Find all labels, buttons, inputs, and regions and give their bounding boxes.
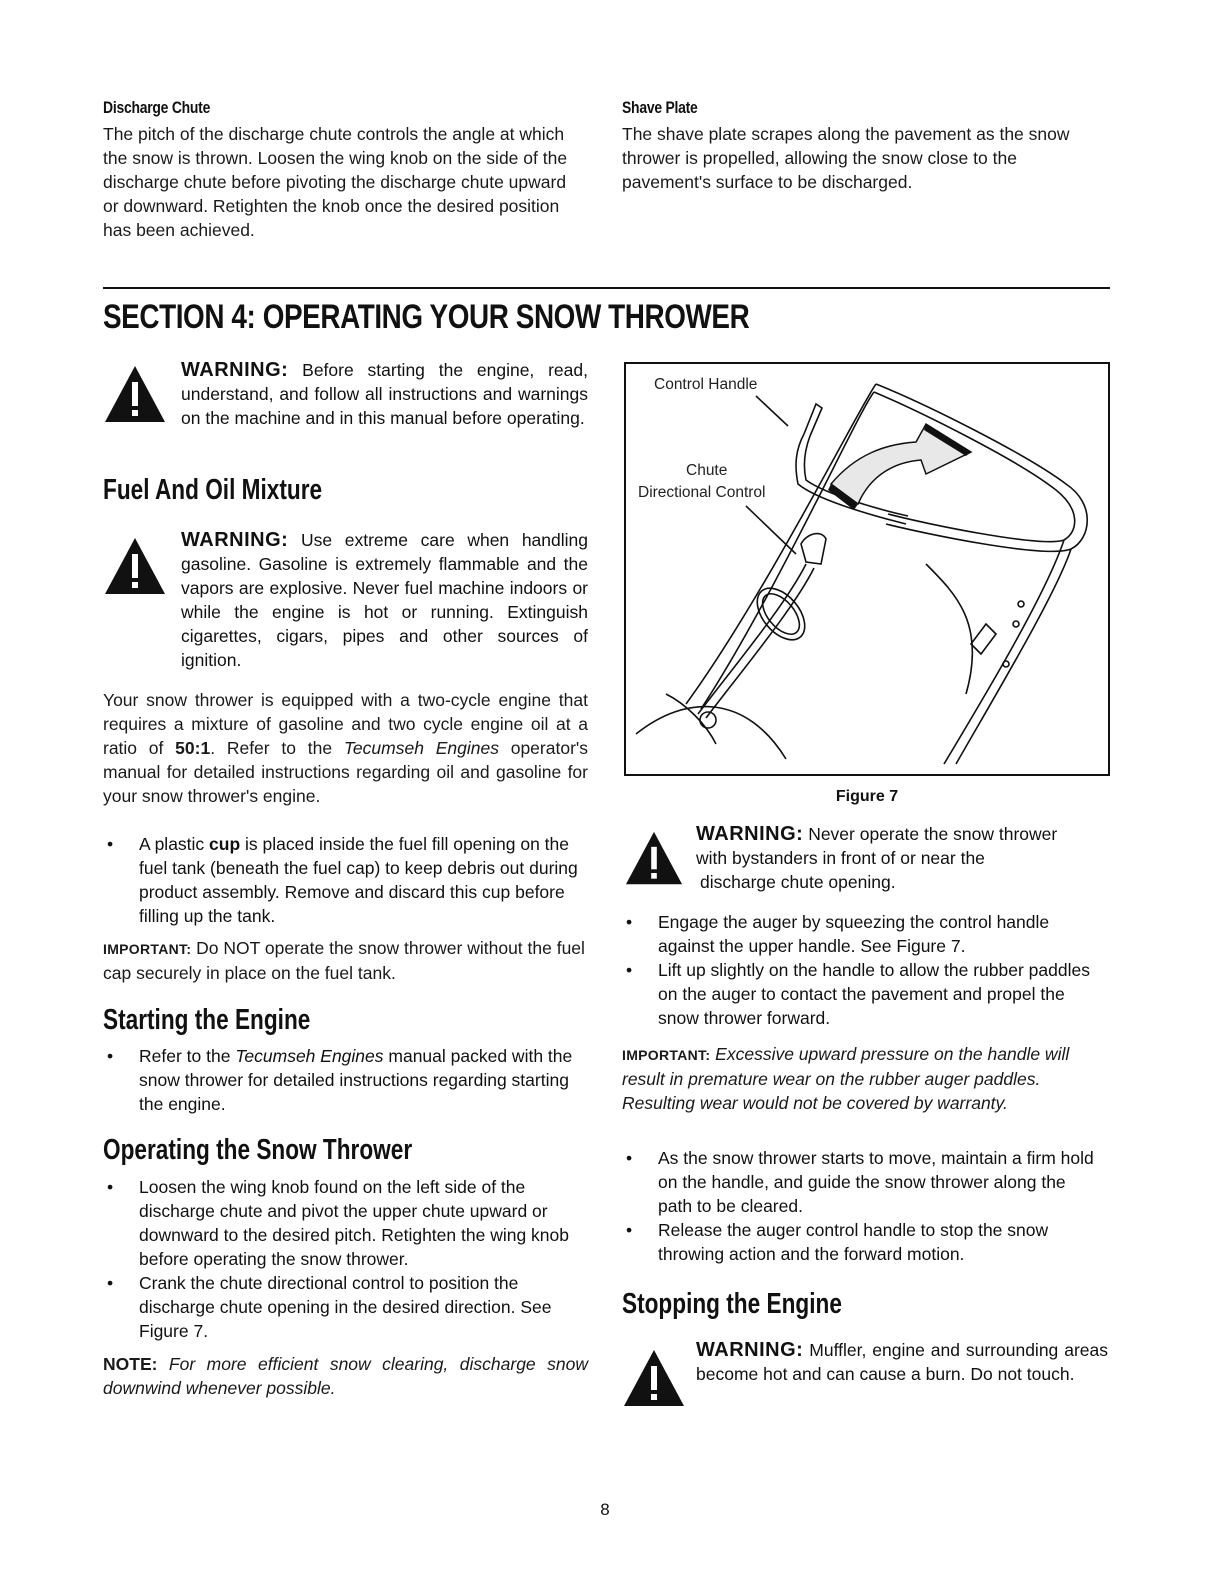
warning-1-body: Before starting the engine, read, understand, and follow all instructions and warnings on the machine and in this manual before operating. — [181, 360, 588, 428]
warning-1-text — [181, 358, 588, 430]
auger-important — [622, 1042, 1102, 1115]
fuel-paragraph — [103, 688, 588, 808]
important-label: IMPORTANT: — [103, 941, 192, 957]
operating-note — [103, 1352, 588, 1400]
bullet-part: manual packed with the snow thrower for detailed instructions regarding starting the engine. — [139, 1046, 573, 1114]
warning-block-bystanders — [624, 822, 1110, 902]
warning-line: Never operate the snow thrower — [803, 824, 1058, 844]
bullet-bold: cup — [209, 834, 241, 854]
list-item: • As the snow thrower starts to move, maintain a firm hold on the handle, and guide the snow thrower along the path to be cleared. — [622, 1146, 1102, 1218]
fuel-warning-label: WARNING: — [181, 529, 289, 551]
warning-triangle-icon — [624, 830, 684, 888]
bullet-part: A plastic — [139, 834, 210, 854]
shave-plate-block — [622, 98, 1102, 194]
section-divider — [103, 287, 1110, 289]
warning-line: with bystanders in front of or near the — [696, 848, 985, 868]
figure-7-caption: Figure 7 — [835, 788, 899, 805]
list-item: • Loosen the wing knob found on the left side of the discharge chute and pivot the upper chute upward or downward to the desired pitch. Retighten the wing knob before operating the snow thrower. — [103, 1175, 588, 1271]
fuel-warning-body: Use extreme care when handling gasoline. Gasoline is extremely flammable and the vapors are explosive. Never fuel machine indoors or while the engine is hot or running. Extinguish cigarettes, cigars, pipes and other sources of ignition. — [181, 530, 588, 670]
bystanders-warning-text — [696, 822, 1110, 894]
warning-block-fuel — [103, 528, 588, 678]
list-item — [103, 832, 588, 928]
discharge-chute-heading: Discharge Chute — [103, 98, 211, 117]
starting-bullets — [103, 1044, 588, 1116]
operating-bullets — [103, 1175, 588, 1343]
fuel-important — [103, 936, 588, 985]
warning-triangle-icon — [103, 364, 167, 426]
fuel-heading: Fuel And Oil Mixture — [103, 474, 323, 506]
fuel-bullets — [103, 832, 588, 928]
warning-label: WARNING: — [696, 1339, 804, 1361]
starting-heading: Starting the Engine — [103, 1004, 311, 1036]
warning-triangle-icon — [103, 536, 167, 598]
stopping-warning-text — [696, 1338, 1108, 1386]
important-label: IMPORTANT: — [622, 1047, 711, 1063]
label-control-handle: Control Handle — [654, 376, 758, 393]
shave-plate-heading: Shave Plate — [622, 98, 698, 117]
fuel-para-part: operator's manual for detailed instructions regarding oil and gasoline for your snow thrower's engine. — [103, 738, 588, 806]
snow-thrower-handle-illustration — [626, 364, 1108, 774]
list-item: • Lift up slightly on the handle to allow the rubber paddles on the auger to contact the pavement and propel the snow thrower forward. — [622, 958, 1102, 1030]
warning-block-stopping — [622, 1338, 1108, 1418]
list-item — [103, 1044, 588, 1116]
bullet-part: Refer to the — [139, 1046, 236, 1066]
fuel-warning-text — [181, 528, 588, 672]
page-number: 8 — [600, 1500, 610, 1519]
list-item: • Release the auger control handle to stop the snow throwing action and the forward motion. — [622, 1218, 1102, 1266]
fuel-para-italic: Tecumseh Engines — [343, 738, 499, 758]
warning-1-label: WARNING: — [181, 359, 289, 381]
fuel-para-part: Your snow thrower is equipped with a two-cycle engine that requires a mixture of gasoline and two cycle engine oil at a ratio of — [103, 690, 588, 758]
label-directional-control: Directional Control — [638, 484, 766, 501]
discharge-chute-text: The pitch of the discharge chute controls the angle at which the snow is thrown. Loosen the wing knob on the side of the discharge chute before pivoting the discharge chute upward or downward. Retighten the knob once the desired position has been achieved. — [103, 124, 568, 240]
warning-label: WARNING: — [696, 823, 804, 845]
moving-bullets — [622, 1146, 1102, 1266]
warning-body: Muffler, engine and surrounding areas become hot and can cause a burn. Do not touch. — [696, 1340, 1108, 1384]
bullet-italic: Tecumseh Engines — [235, 1046, 384, 1066]
engage-bullets — [622, 910, 1102, 1030]
warning-block-1 — [103, 358, 588, 458]
label-chute: Chute — [686, 462, 728, 479]
operating-heading: Operating the Snow Thrower — [103, 1134, 413, 1166]
bullet-part: is placed inside the fuel fill opening on the fuel tank (beneath the fuel cap) to keep debris out during product assembly. Remove and discard this cup before filling up the tank. — [139, 834, 578, 926]
list-item: • Crank the chute directional control to position the discharge chute opening in the desired direction. See Figure 7. — [103, 1271, 588, 1343]
important-text: Excessive upward pressure on the handle will result in premature wear on the rubber auger paddles. Resulting wear would not be covered by warranty. — [622, 1044, 1070, 1113]
note-text: For more efficient snow clearing, discharge snow downwind whenever possible. — [103, 1354, 588, 1398]
figure-7-box — [624, 362, 1110, 776]
list-item: • Engage the auger by squeezing the control handle against the upper handle. See Figure 7. — [622, 910, 1102, 958]
fuel-para-part: . Refer to the — [210, 738, 344, 758]
section-title: SECTION 4: OPERATING YOUR SNOW THROWER — [103, 298, 750, 336]
discharge-chute-block — [103, 98, 583, 242]
note-label: NOTE: — [103, 1354, 158, 1374]
important-text: Do NOT operate the snow thrower without the fuel cap securely in place on the fuel tank. — [103, 938, 585, 983]
warning-line: discharge chute opening. — [700, 872, 896, 892]
stopping-heading: Stopping the Engine — [622, 1288, 842, 1320]
fuel-ratio: 50:1 — [175, 738, 211, 758]
warning-triangle-icon — [622, 1348, 686, 1410]
shave-plate-text: The shave plate scrapes along the pavement as the snow thrower is propelled, allowing the snow close to the pavement's surface to be discharged. — [622, 124, 1070, 192]
